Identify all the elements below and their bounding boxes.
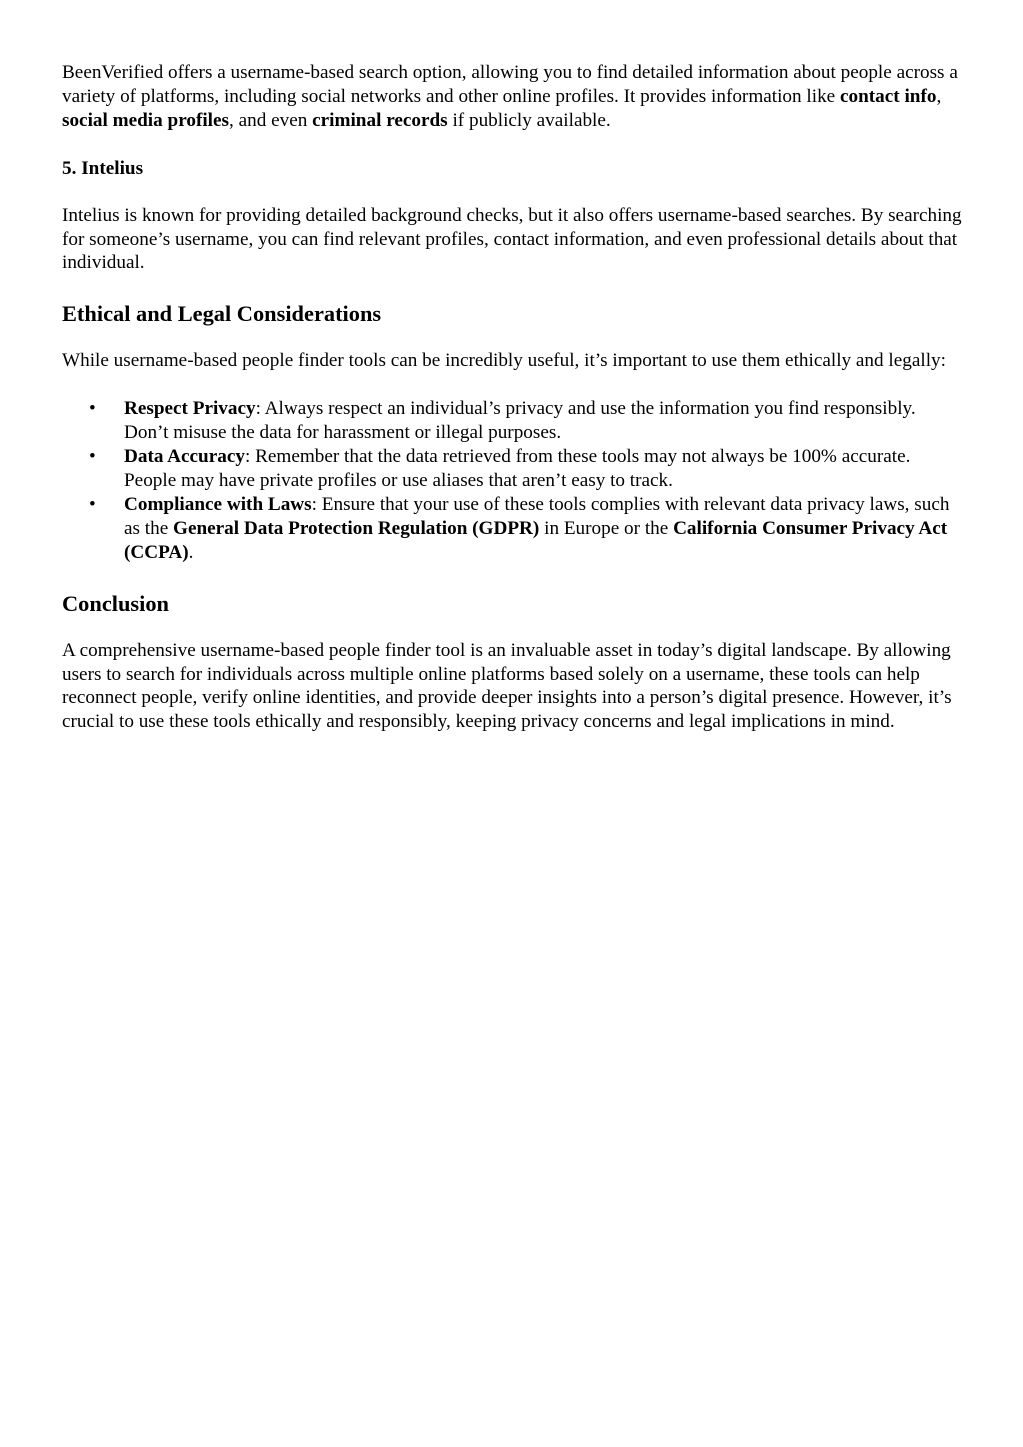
conclusion-paragraph: A comprehensive username-based people finder tool is an invaluable asset in today’s digital landscape. By allowing users to search for individuals across multiple online platforms based solely on a username, these tools can help reconnect people, verify online identities, and provide deeper insights into a person’s digital presence. However, it’s crucial to use these tools ethically and responsibly, keeping privacy concerns and legal implications in mind. xyxy=(62,639,952,733)
list-item-text: : Remember that the data retrieved from these tools may not always be 100% accurate. People may have private profiles or use aliases that aren’t easy to track. xyxy=(124,446,911,491)
list-item-text: : Ensure that your use of these tools complies with relevant data privacy laws, such as the xyxy=(124,493,950,539)
list-item-title: Respect Privacy xyxy=(124,398,256,420)
text-span: , xyxy=(936,85,942,107)
beenverified-paragraph xyxy=(62,61,962,133)
text-span: , and even xyxy=(229,109,313,131)
list-item-title: Compliance with Laws xyxy=(124,493,312,515)
bold-contact-info: contact info xyxy=(839,85,937,107)
list-item xyxy=(62,445,962,493)
intelius-heading: 5. Intelius xyxy=(62,157,144,179)
bullet-icon: • xyxy=(89,398,96,420)
document-page xyxy=(62,61,962,734)
list-item xyxy=(62,397,962,445)
ethics-intro-paragraph: While username-based people finder tools can be incredibly useful, it’s important to use them ethically and legally: xyxy=(62,350,946,372)
text-span: if publicly available. xyxy=(447,109,611,131)
ethical-legal-heading: Ethical and Legal Considerations xyxy=(62,301,382,327)
bold-social-media-profiles: social media profiles xyxy=(62,109,229,131)
list-item-text: in Europe or the xyxy=(539,517,674,539)
list-item xyxy=(62,493,962,565)
bullet-icon: • xyxy=(89,446,96,468)
conclusion-heading: Conclusion xyxy=(62,590,170,616)
bold-gdpr: General Data Protection Regulation (GDPR) xyxy=(173,517,540,539)
intelius-paragraph: Intelius is known for providing detailed background checks, but it also offers username-based searches. By searching for someone’s username, you can find relevant profiles, contact information, and even professional details about that individual. xyxy=(62,204,962,274)
list-item-title: Data Accuracy xyxy=(124,446,245,468)
bold-ccpa: California Consumer Privacy Act (CCPA) xyxy=(124,517,948,563)
bullet-icon: • xyxy=(89,493,96,515)
considerations-list xyxy=(62,397,962,564)
text-span: BeenVerified offers a username-based search option, allowing you to find detailed information about people across a variety of platforms, including social networks and other online profiles. It provides information like xyxy=(62,62,958,107)
list-item-text: : Always respect an individual’s privacy and use the information you find responsibly. Don’t misuse the data for harassment or illegal purposes. xyxy=(124,398,916,444)
bold-criminal-records: criminal records xyxy=(312,109,448,131)
list-item-text: . xyxy=(188,541,194,563)
